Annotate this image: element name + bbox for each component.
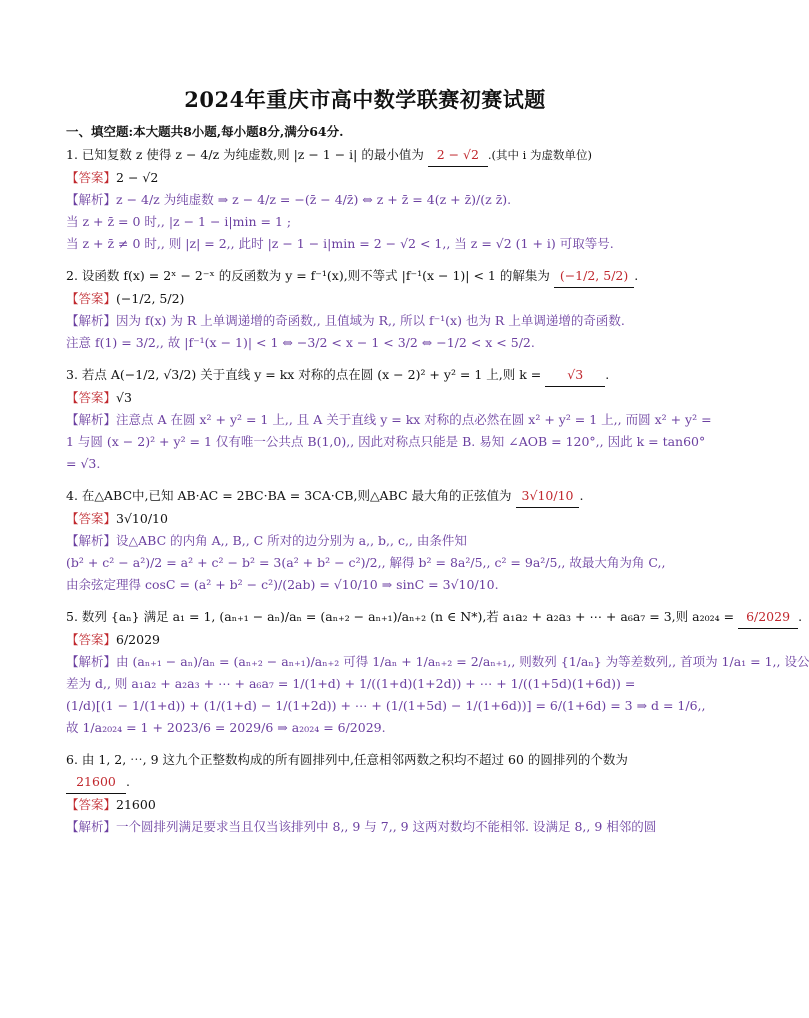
section-heading: 一、填空题:本大题共8小题,每小题8分,满分64分. [66,124,344,139]
question-text: 6. 由 1, 2, ⋯, 9 这九个正整数构成的所有圆排列中,任意相邻两数之积均不超过 60 的圆排列的个数为 [66,752,628,767]
answer-tag: 【答案】 [66,511,117,526]
problem-5 [66,606,809,739]
question-text: 3. 若点 A(−1/2, √3/2) 关于直线 y = kx 对称的点在圆 (x − 2)² + y² = 1 上,则 k = [66,367,542,382]
answer-tag: 【答案】 [66,291,117,306]
analysis-line: = √3. [66,456,101,471]
analysis-line: 当 z + z̄ = 0 时,, |z − 1 − i|min = 1 ; [66,214,292,229]
analysis-line: 注意 f(1) = 3/2,, 故 |f⁻¹(x − 1)| < 1 ⇔ −3/2 < x − 1 < 3/2 ⇔ −1/2 < x < 5/2. [66,335,535,350]
analysis-line: 设△ABC 的内角 A,, B,, C 所对的边分别为 a,, b,, c,, 由条件知 [116,533,467,548]
answer-blank: 21600 [66,771,126,794]
analysis-line: (b² + c² − a²)/2 = a² + c² − b² = 3(a² + b² − c²)/2,, 解得 b² = 8a²/5,, c² = 9a²/5,, 故最大角为角 C,, [66,555,666,570]
analysis-tag: 【解析】 [66,412,117,427]
answer-value: √3 [116,390,132,405]
analysis-line: 一个圆排列满足要求当且仅当该排列中 8,, 9 与 7,, 9 这两对数均不能相邻. 设满足 8,, 9 相邻的圆 [116,819,657,834]
page-title: 2024年重庆市高中数学联赛初赛试题 [184,87,546,112]
analysis-line: z − 4/z 为纯虚数 ⇒ z − 4/z = −(z̄ − 4/z̄) ⇔ z + z̄ = 4(z + z̄)/(z z̄). [116,192,512,207]
answer-value: 2 − √2 [116,170,159,185]
answer-blank: √3 [545,364,605,387]
question-tail: .(其中 i 为虚数单位) [487,148,592,162]
answer-value: 3√10/10 [116,511,168,526]
question-text: 5. 数列 {aₙ} 满足 a₁ = 1, (aₙ₊₁ − aₙ)/aₙ = (aₙ₊₂ − aₙ₊₁)/aₙ₊₂ (n ∈ N*),若 a₁a₂ + a₂a₃ + ⋯ + a₆a₇ = 3,则 a₂₀₂₄ = [66,609,735,624]
answer-blank: 6/2029 [738,606,798,629]
analysis-line: 由 (aₙ₊₁ − aₙ)/aₙ = (aₙ₊₂ − aₙ₊₁)/aₙ₊₂ 可得 1/aₙ + 1/aₙ₊₂ = 2/aₙ₊₁,, 则数列 {1/aₙ} 为等差数列,, 首项为 1/a₁ = 1,, 设公 [116,654,809,669]
question-text: 4. 在△ABC中,已知 AB·AC = 2BC·BA = 3CA·CB,则△ABC 最大角的正弦值为 [66,488,512,503]
question-tail: . [126,774,130,789]
analysis-line: 当 z + z̄ ≠ 0 时,, 则 |z| = 2,, 此时 |z − 1 − i|min = 2 − √2 < 1,, 当 z = √2 (1 + i) 可取等号. [66,236,614,251]
question-tail: . [579,488,584,503]
analysis-tag: 【解析】 [66,192,117,207]
analysis-tag: 【解析】 [66,819,117,834]
answer-blank: (−1/2, 5/2) [554,265,634,288]
question-tail: . [798,609,803,624]
question-text: 1. 已知复数 z 使得 z − 4/z 为纯虚数,则 |z − 1 − i| 的最小值为 [66,147,424,162]
analysis-line: 故 1/a₂₀₂₄ = 1 + 2023/6 = 2029/6 ⇒ a₂₀₂₄ = 6/2029. [66,720,386,735]
analysis-line: 1 与圆 (x − 2)² + y² = 1 仅有唯一公共点 B(1,0),, 因此对称点只能是 B. 易知 ∠AOB = 120°,, 因此 k = tan60° [66,434,706,449]
analysis-line: 由余弦定理得 cosC = (a² + b² − c²)/(2ab) = √10/10 ⇒ sinC = 3√10/10. [66,577,499,592]
answer-value: 21600 [116,797,156,812]
analysis-line: 注意点 A 在圆 x² + y² = 1 上,, 且 A 关于直线 y = kx 对称的点必然在圆 x² + y² = 1 上,, 而圆 x² + y² = [116,412,712,427]
problem-1 [66,144,664,255]
analysis-tag: 【解析】 [66,654,117,669]
problem-3 [66,364,712,475]
analysis-line: (1/d)[(1 − 1/(1+d)) + (1/(1+d) − 1/(1+2d)) + ⋯ + (1/(1+5d) − 1/(1+6d))] = 6/(1+6d) = 3 ⇒ d = 1/6,, [66,698,706,713]
answer-tag: 【答案】 [66,390,117,405]
question-tail: . [634,268,639,283]
answer-value: 6/2029 [116,632,160,647]
analysis-line: 差为 d,, 则 a₁a₂ + a₂a₃ + ⋯ + a₆a₇ = 1/(1+d) + 1/((1+d)(1+2d)) + ⋯ + 1/((1+5d)(1+6d)) = [66,676,636,691]
problem-4 [66,485,664,596]
problem-6 [66,749,664,838]
analysis-tag: 【解析】 [66,533,117,548]
answer-blank: 3√10/10 [516,485,580,508]
question-text: 2. 设函数 f(x) = 2ˣ − 2⁻ˣ 的反函数为 y = f⁻¹(x),则不等式 |f⁻¹(x − 1)| < 1 的解集为 [66,268,550,283]
analysis-tag: 【解析】 [66,313,117,328]
question-tail: . [605,367,610,382]
analysis-line: 因为 f(x) 为 R 上单调递增的奇函数,, 且值域为 R,, 所以 f⁻¹(x) 也为 R 上单调递增的奇函数. [116,313,625,328]
answer-tag: 【答案】 [66,797,117,812]
answer-value: (−1/2, 5/2) [116,291,185,306]
answer-tag: 【答案】 [66,170,117,185]
answer-tag: 【答案】 [66,632,117,647]
answer-blank: 2 − √2 [428,144,488,167]
problem-2 [66,265,664,354]
